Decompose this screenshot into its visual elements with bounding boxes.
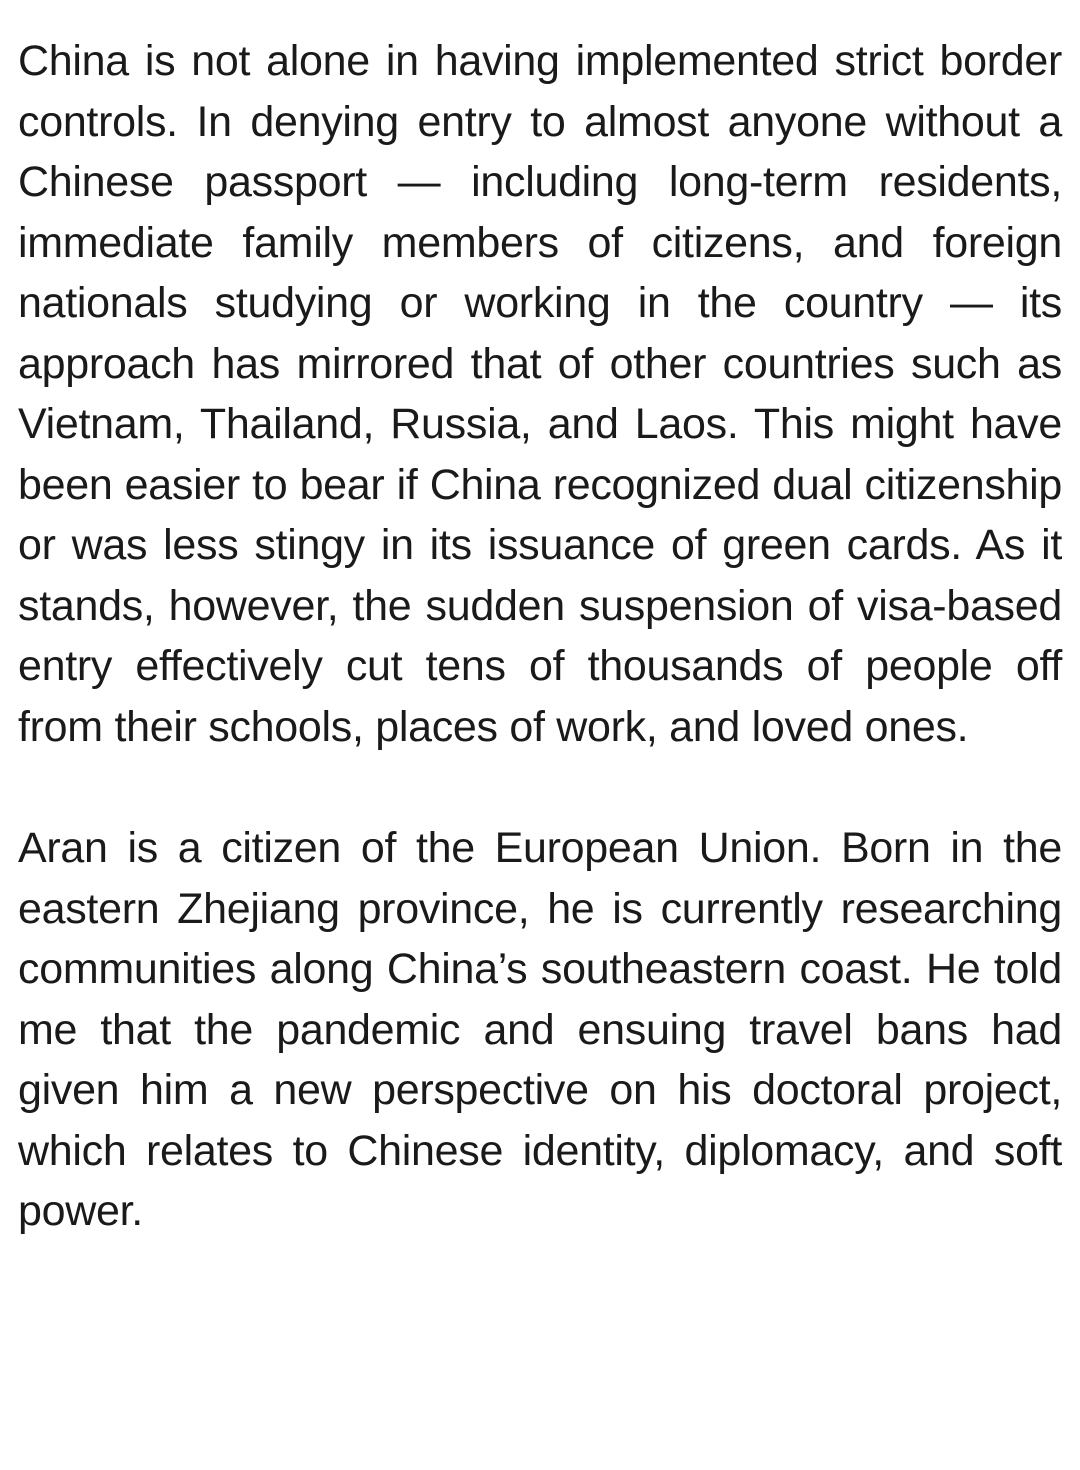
article-paragraph-aran: Aran is a citizen of the European Union. Born in the eastern Zhejiang province, he is currently researching communities along China’s southeastern coast. He told me that the pandemic and ensuing travel bans had given him a new perspective on his doctoral project, which relates to Chinese identity, diplomacy, and soft power. <box>18 824 1062 1235</box>
article-body <box>18 31 1062 1242</box>
article-paragraph-border-controls: China is not alone in having implemented strict border controls. In denying entry to almost anyone without a Chinese passport — including long-term residents, immediate family members of citizens, and foreign nationals studying or working in the country — its approach has mirrored that of other countries such as Vietnam, Thailand, Russia, and Laos. This might have been easier to bear if China recognized dual citizenship or was less stingy in its issuance of green cards. As it stands, however, the sudden suspension of visa-based entry effectively cut tens of thousands of people off from their schools, places of work, and loved ones. <box>18 37 1062 751</box>
